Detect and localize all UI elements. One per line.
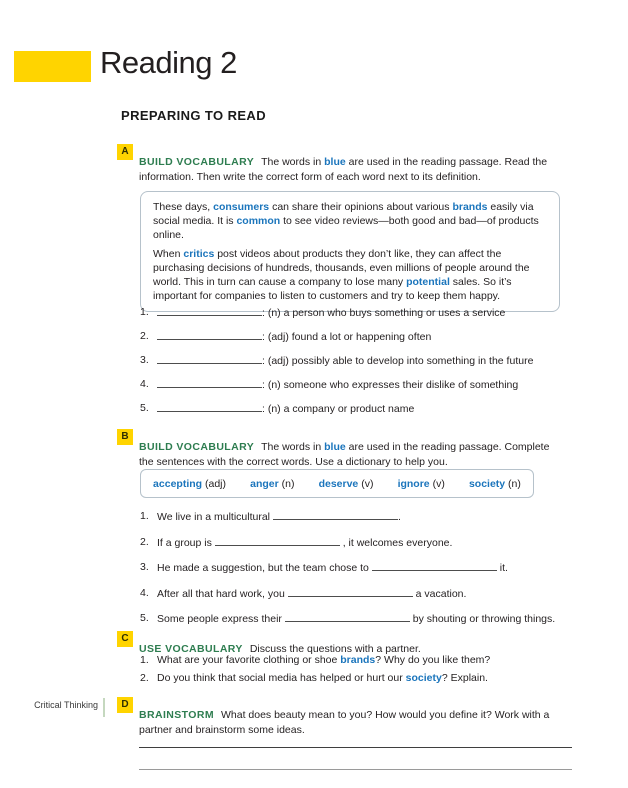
word-bank-entry xyxy=(469,478,521,490)
item-text xyxy=(157,401,533,417)
list-item xyxy=(140,353,533,369)
word-bank-entry xyxy=(250,478,294,490)
section-d-activity-title: BRAINSTORM xyxy=(139,708,214,721)
item-text xyxy=(157,653,490,668)
item-number: 3. xyxy=(140,354,149,366)
word-bank xyxy=(140,469,534,498)
section-a-activity-title: BUILD VOCABULARY xyxy=(139,155,255,168)
item-number: 1. xyxy=(140,306,149,318)
vocab-word-highlight: blue xyxy=(324,155,346,168)
part-of-speech: (v) xyxy=(361,477,374,490)
item-text xyxy=(157,560,555,576)
definition-list xyxy=(140,305,533,417)
discussion-question-list xyxy=(140,653,490,686)
vocab-word-highlight: critics xyxy=(183,247,215,260)
text-segment: . xyxy=(397,511,401,523)
list-item xyxy=(140,611,555,627)
item-text xyxy=(157,671,490,686)
word-bank-entry xyxy=(319,478,374,490)
vocab-word-highlight: consumers xyxy=(213,201,270,213)
critical-thinking-label: Critical Thinking xyxy=(34,700,98,710)
section-c xyxy=(117,631,562,655)
text-segment: What are your favorite clothing or shoe xyxy=(157,654,341,666)
answer-blank[interactable] xyxy=(157,377,262,388)
text-segment: ? Why do you like them? xyxy=(375,654,491,666)
section-c-activity-title: USE VOCABULARY xyxy=(139,642,243,655)
list-item xyxy=(140,509,555,525)
unit-color-bar xyxy=(14,51,91,82)
list-item xyxy=(140,377,533,393)
vocab-word-highlight: potential xyxy=(406,276,450,289)
reading-box-paragraph-1 xyxy=(153,200,547,243)
vocabulary-reading-box xyxy=(140,191,560,312)
list-item xyxy=(140,560,555,576)
text-segment: are used in the reading passage. Read the information. Then write the correct form of each word next to its definition. xyxy=(139,155,548,183)
answer-blank[interactable] xyxy=(288,586,413,597)
text-segment: These days, xyxy=(153,201,214,213)
item-number: 2. xyxy=(140,535,149,548)
text-segment: by shouting or throwing things. xyxy=(409,613,556,625)
text-segment: easily via social media. It is xyxy=(153,201,534,228)
text-segment: are used in the reading passage. Complete the sentences with the correct words. Use a dictionary to help you. xyxy=(139,440,550,468)
item-number: 5. xyxy=(140,402,149,414)
text-segment: : (adj) found a lot or happening often xyxy=(262,331,432,343)
section-a-instruction xyxy=(139,155,560,185)
list-item xyxy=(140,586,555,602)
text-segment: : (n) someone who expresses their dislike of something xyxy=(262,379,519,391)
text-segment: : (n) a company or product name xyxy=(262,403,415,415)
answer-blank[interactable] xyxy=(157,401,262,412)
item-number: 5. xyxy=(140,612,149,624)
section-c-badge: C xyxy=(117,631,133,647)
item-number: 2. xyxy=(140,672,149,684)
text-segment: Discuss the questions with a partner. xyxy=(249,642,421,655)
text-segment: If a group is xyxy=(157,536,215,549)
section-d-instruction xyxy=(139,708,560,738)
part-of-speech: (adj) xyxy=(204,477,226,490)
section-b xyxy=(117,429,562,468)
vocab-word: deserve xyxy=(318,477,359,490)
list-item xyxy=(140,329,533,345)
word-bank-entry xyxy=(398,478,445,490)
reading-box-paragraph-2 xyxy=(153,247,547,304)
answer-blank[interactable] xyxy=(157,305,262,316)
item-text xyxy=(157,586,555,602)
part-of-speech: (n) xyxy=(508,477,521,490)
item-text xyxy=(157,377,533,393)
text-segment: : (n) a person who buys something or uses a service xyxy=(262,307,506,319)
item-number: 1. xyxy=(140,510,149,522)
vocab-word-highlight: brands xyxy=(340,654,376,666)
critical-thinking-divider xyxy=(103,698,105,717)
section-d xyxy=(117,697,562,736)
text-segment: What does beauty mean to you? How would you define it? Work with a partner and brainstorm some ideas. xyxy=(139,708,550,736)
text-segment: Do you think that social media has helped or hurt our xyxy=(157,672,406,684)
answer-line[interactable] xyxy=(139,769,572,770)
section-b-activity-title: BUILD VOCABULARY xyxy=(139,440,255,453)
list-item xyxy=(140,535,555,551)
section-d-badge: D xyxy=(117,697,133,713)
answer-blank[interactable] xyxy=(157,353,262,364)
text-segment: He made a suggestion, but the team chose to xyxy=(157,562,372,574)
text-segment: Some people express their xyxy=(157,613,285,625)
section-a xyxy=(117,144,562,183)
text-segment: , it welcomes everyone. xyxy=(339,536,453,549)
answer-line[interactable] xyxy=(139,747,572,748)
vocab-word-highlight: brands xyxy=(452,201,488,213)
text-segment: The words in xyxy=(261,155,325,168)
unit-title: Reading 2 xyxy=(100,45,237,80)
list-item xyxy=(140,305,533,321)
answer-blank[interactable] xyxy=(285,611,410,622)
item-text xyxy=(157,353,533,369)
text-segment: post videos about products they don’t like, they can affect the purchasing decisions of hundreds, thousands, even millions of people around the world. This in turn can cause a company to lose many xyxy=(153,247,530,289)
item-text xyxy=(157,329,533,345)
item-number: 3. xyxy=(140,561,149,573)
section-b-instruction xyxy=(139,440,560,470)
section-heading: PREPARING TO READ xyxy=(121,108,267,123)
sentence-completion-list xyxy=(140,509,555,627)
text-segment: a vacation. xyxy=(412,587,467,600)
word-bank-entry xyxy=(153,478,226,490)
text-segment: The words in xyxy=(261,440,325,453)
vocab-word-highlight: society xyxy=(405,672,442,684)
part-of-speech: (v) xyxy=(432,477,445,490)
item-text xyxy=(157,305,533,321)
vocab-word: ignore xyxy=(397,477,430,490)
item-text xyxy=(157,509,555,525)
vocab-word: accepting xyxy=(153,477,203,490)
vocab-word: anger xyxy=(250,477,279,490)
answer-blank[interactable] xyxy=(372,560,497,571)
item-number: 2. xyxy=(140,330,149,342)
text-segment: After all that hard work, you xyxy=(157,587,288,600)
list-item xyxy=(140,671,490,686)
answer-blank[interactable] xyxy=(215,535,340,546)
part-of-speech: (n) xyxy=(281,477,295,490)
list-item xyxy=(140,401,533,417)
item-number: 4. xyxy=(140,378,149,390)
text-segment: to see video reviews—both good and bad—of products online. xyxy=(153,215,539,242)
item-number: 4. xyxy=(140,586,149,599)
item-number: 1. xyxy=(140,654,149,666)
section-a-badge: A xyxy=(117,144,133,160)
answer-blank[interactable] xyxy=(273,509,398,520)
item-text xyxy=(157,535,555,551)
vocab-word-highlight: common xyxy=(236,215,281,228)
list-item xyxy=(140,653,490,668)
text-segment: : (adj) possibly able to develop into something in the future xyxy=(262,355,534,367)
text-segment: can share their opinions about various xyxy=(269,201,453,213)
answer-blank[interactable] xyxy=(157,329,262,340)
text-segment: ? Explain. xyxy=(441,672,488,684)
text-segment: it. xyxy=(496,562,508,574)
vocab-word: society xyxy=(468,477,506,490)
text-segment: We live in a multicultural xyxy=(157,511,273,523)
section-b-badge: B xyxy=(117,429,133,445)
text-segment: sales. So it’s important for companies to listen to customers and try to keep them happy. xyxy=(153,276,512,303)
text-segment: When xyxy=(153,247,184,260)
vocab-word-highlight: blue xyxy=(324,440,346,453)
item-text xyxy=(157,611,555,627)
